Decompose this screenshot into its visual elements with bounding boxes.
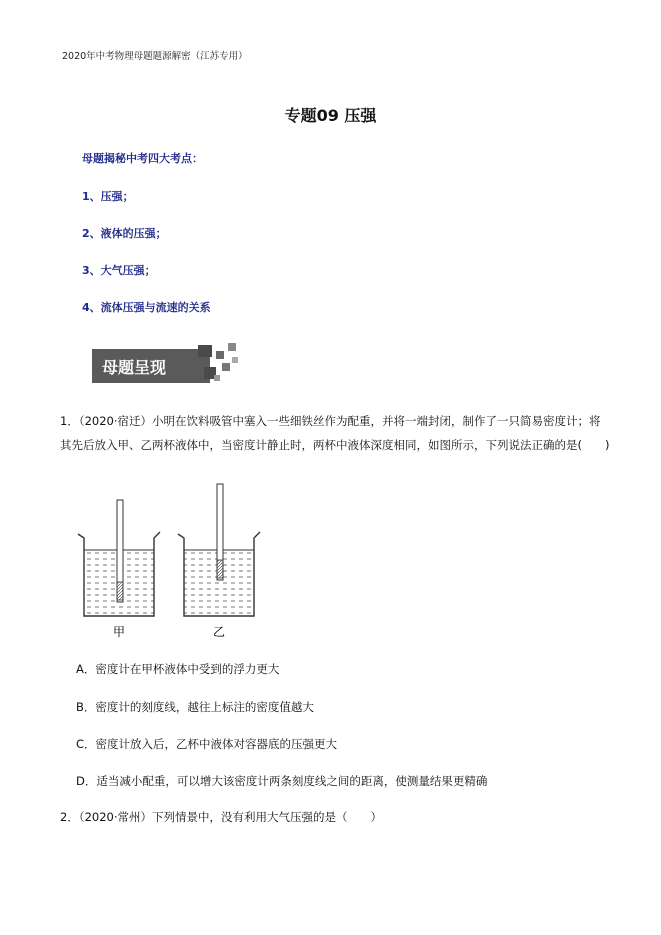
question-2-line-1: 2．（2020·常州）下列情景中，没有利用大气压强的是（ ） <box>60 810 382 824</box>
banner-label: 母题呈现 <box>102 358 167 377</box>
banner-pixel-block <box>198 345 212 357</box>
option-b: B．密度计的刻度线，越往上标注的密度值越大 <box>76 700 314 714</box>
key-point-item: 3、大气压强； <box>82 264 156 277</box>
option-d: D．适当减小配重，可以增大该密度计两条刻度线之间的距离，使测量结果更精确 <box>76 774 488 788</box>
banner-pixel-block <box>216 351 224 359</box>
question-1-line-1: 1．（2020·宿迁）小明在饮料吸管中塞入一些细铁丝作为配重，并将一端封闭，制作了一只简易密度计；将 <box>60 414 601 428</box>
header-note: 2020年中考物理母题题源解密（江苏专用） <box>62 51 248 62</box>
key-point-item: 4、流体压强与流速的关系 <box>82 301 211 314</box>
beakers-diagram <box>70 478 270 648</box>
figure-label-yi: 乙 <box>212 625 226 639</box>
banner-pixel-block <box>232 357 238 363</box>
section-banner <box>92 341 242 385</box>
key-point-item: 2、液体的压强； <box>82 227 167 240</box>
figure-label-jia: 甲 <box>112 625 126 639</box>
banner-pixel-block <box>228 343 236 351</box>
key-point-item: 1、压强； <box>82 190 134 203</box>
option-a: A．密度计在甲杯液体中受到的浮力更大 <box>76 662 280 676</box>
beaker-yi <box>178 484 260 616</box>
option-c: C．密度计放入后，乙杯中液体对容器底的压强更大 <box>76 737 338 751</box>
key-points-intro: 母题揭秘中考四大考点： <box>82 152 203 165</box>
banner-pixel-block <box>222 363 230 371</box>
question-1-line-2: 其先后放入甲、乙两杯液体中，当密度计静止时，两杯中液体深度相同，如图所示，下列说法正确的是( ) <box>60 438 610 452</box>
banner-pixel-block <box>214 375 220 381</box>
banner-graphic <box>92 341 242 385</box>
beaker-jia <box>78 500 160 616</box>
page-title: 专题09 压强 <box>284 106 377 125</box>
question-1-figure <box>70 478 270 648</box>
